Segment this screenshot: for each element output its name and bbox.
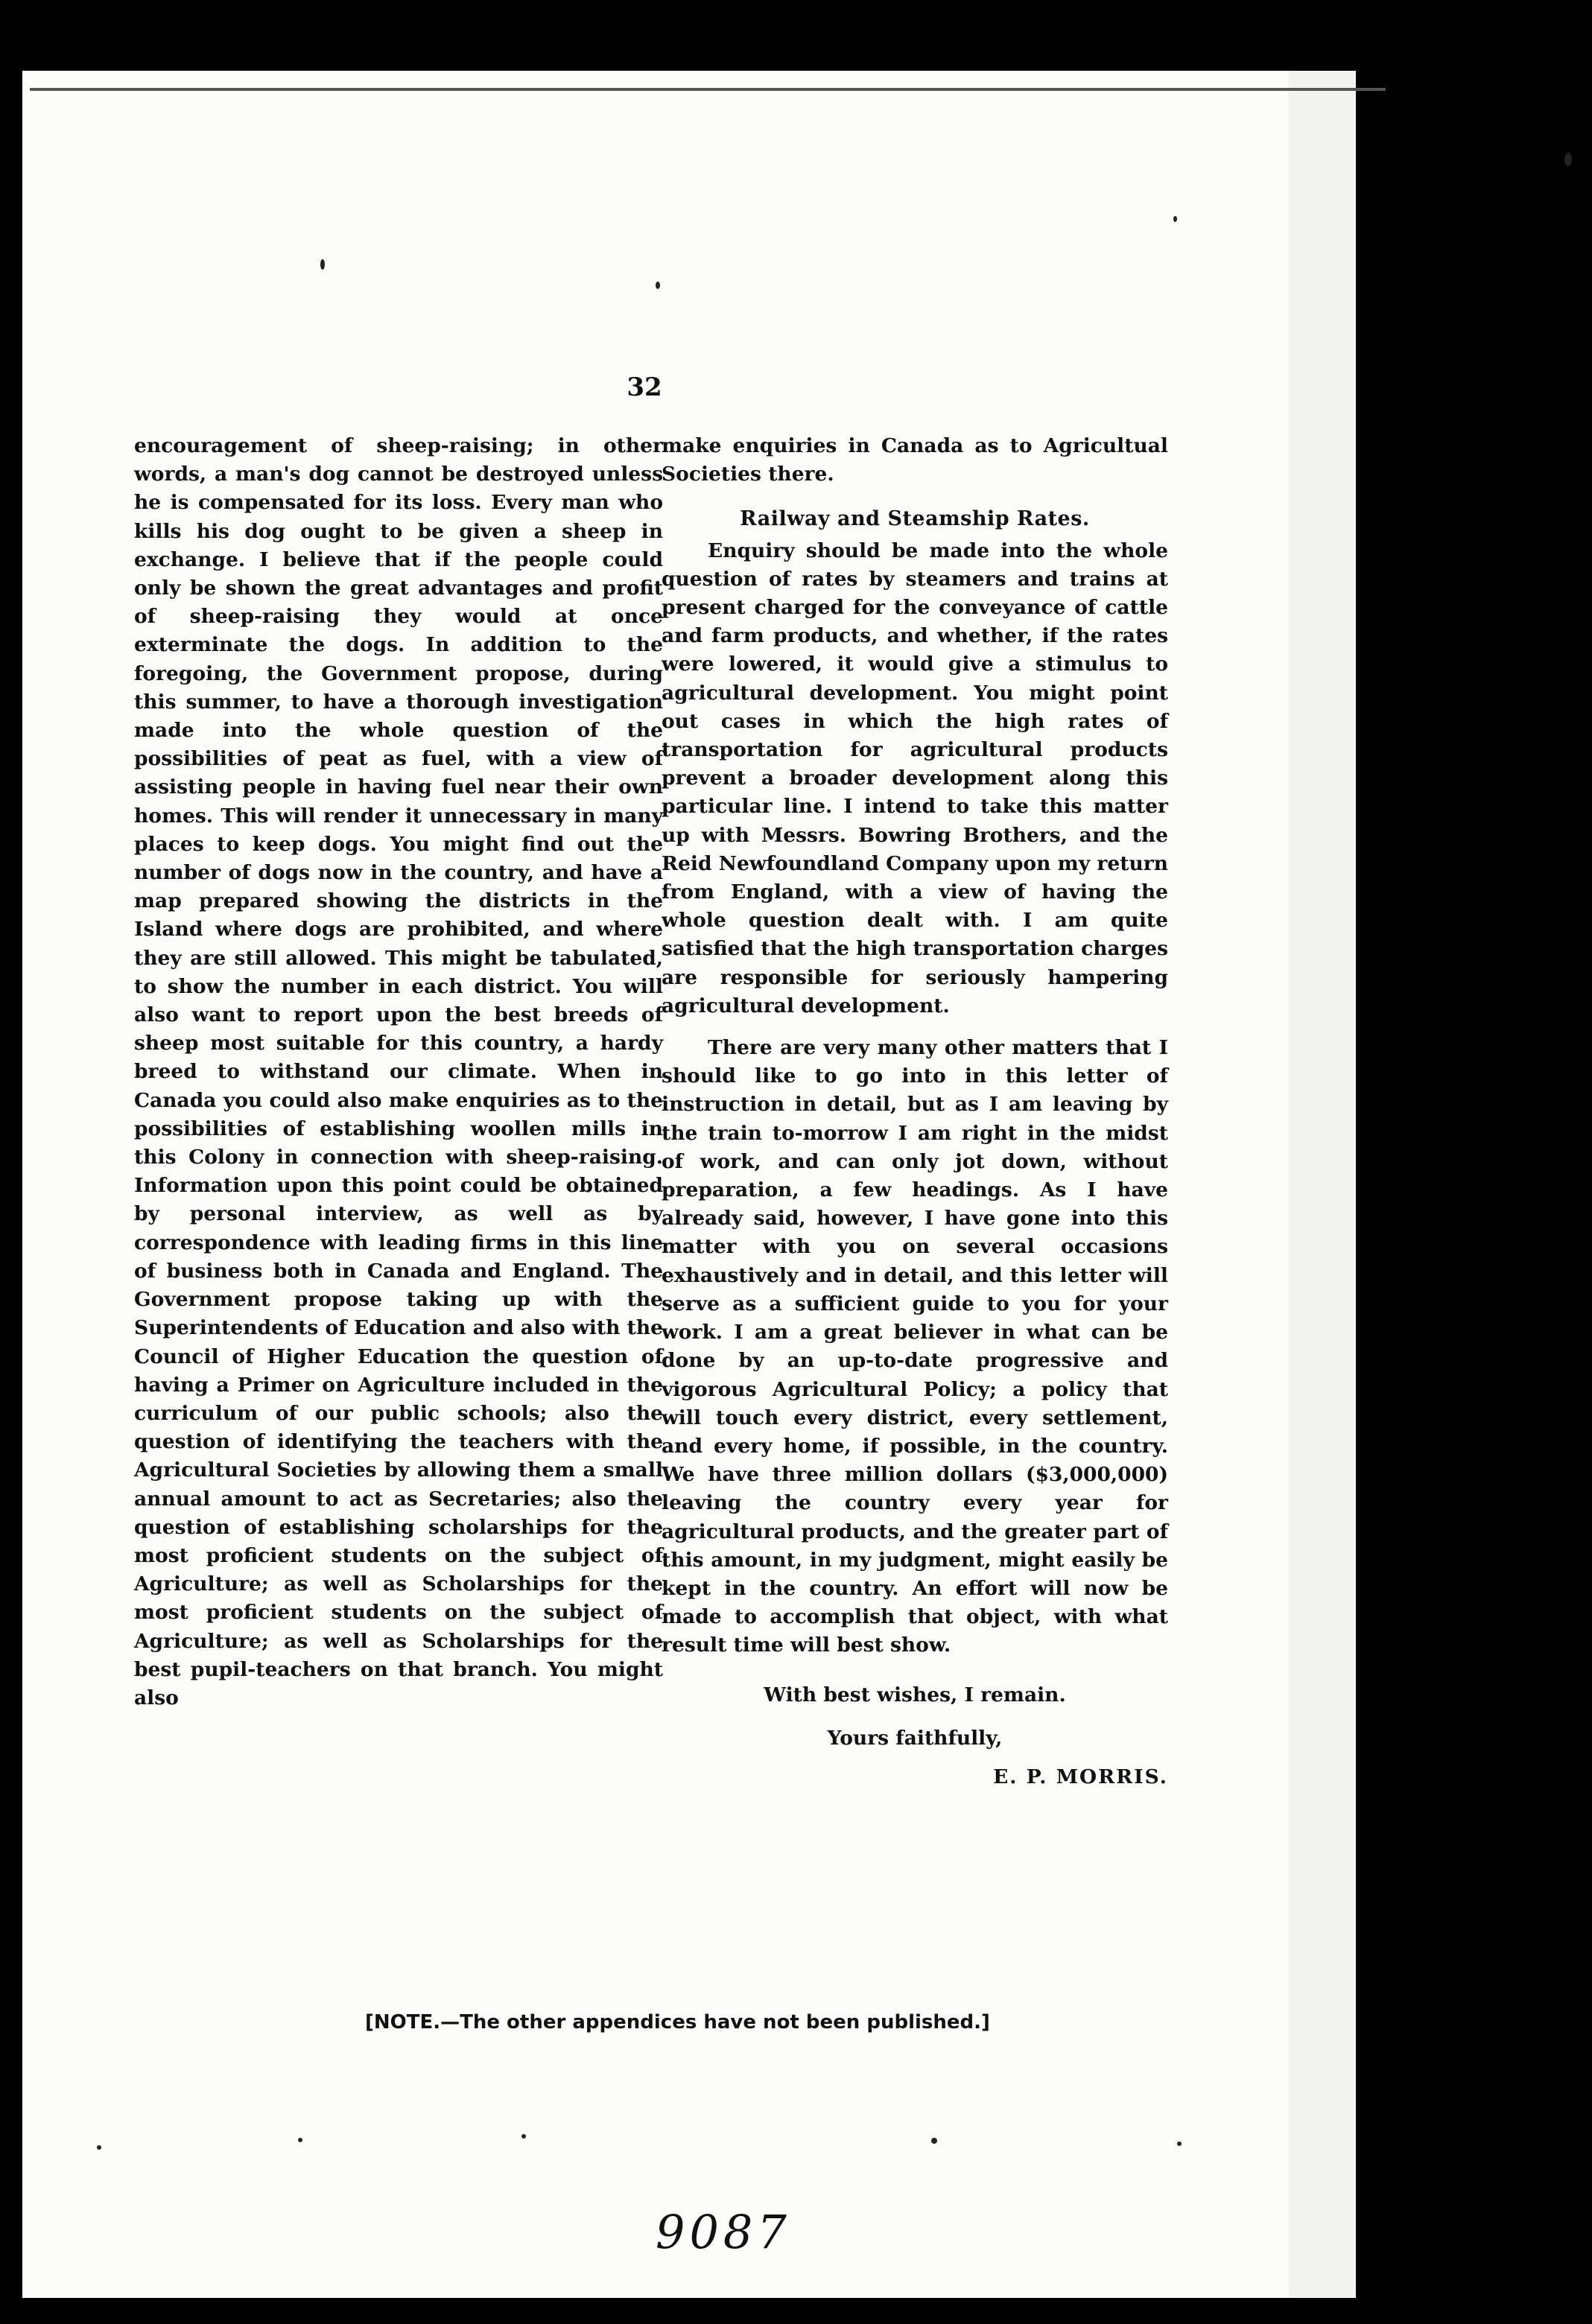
valediction: Yours faithfully, [827, 1726, 1003, 1750]
section-heading: Railway and Steamship Rates. [740, 507, 1090, 531]
body-paragraph: Enquiry should be made into the whole question of rates by steamers and trains at present charged for the conveyance of cattle and farm products, and whether, if the rates were lowered, it would give a stimulus to agricultural development. You might point out cases in which the high rates of transportation for agricultural products prevent a broader development along this particular line. I intend to take this matter up with Messrs. Bowring Brothers, and the Reid Newfoundland Company upon my return from England, with a view of having the whole question dealt with. I am quite satisfied that the high transportation charges are responsible for seriously hampering agricultural development. [662, 539, 1168, 1017]
closing-line: With best wishes, I remain. [764, 1683, 1066, 1707]
footnote: [NOTE.—The other appendices have not been published.] [365, 2011, 990, 2034]
body-paragraph: encouragement of sheep-raising; in other words, a man's dog cannot be destroyed unless he is compensated for its loss. Every man who kills his dog ought to be given a sheep in exchange. I believe that if the people could only be shown the great advantages and profit of sheep-raising they would at once exterminate the dogs. In addition to the foregoing, the Government propose, during this summer, to have a thorough investigation made into the whole question of the possibilities of peat as fuel, with a view of assisting people in having fuel near their own homes. This will render it unnecessary in many places to keep dogs. You might find out the number of dogs now in the country, and have a map prepared showing the districts in the Island where dogs are prohibited, and where they are still allowed. This might be tabulated, to show the number in each district. You will also want to report upon the best breeds of sheep most suitable for this country, a hardy breed to withstand our climate. When in Canada you could also make enquiries as to the possibilities of establishing woollen mills in this Colony in connection with sheep-raising. Information upon this point could be obtained by personal interview, as well as by correspondence with leading firms in this line of business both in Canada and England. The Government propose taking up with the Superintendents of Education and also with the Council of Higher Education the question of having a Primer on Agriculture included in the curriculum of our public schools; also the question of identifying the teachers with the Agricultural Societies by allowing them a small annual amount to act as Secretaries; also the question of establishing scholarships for the most proficient students on the subject of Agriculture; as well as Scholarships for the most proficient students on the subject of Agriculture; as well as Scholarships for the best pupil-teachers on that branch. You might also [134, 434, 663, 1709]
scan-speck [298, 2138, 302, 2142]
scan-speck [656, 282, 660, 289]
scan-rule [30, 88, 1386, 91]
handwritten-mark: 9087 [656, 2205, 791, 2259]
scan-speck [1173, 216, 1177, 222]
page-edge [1289, 71, 1356, 2298]
body-paragraph: There are very many other matters that I should like to go into in this letter of instruction in detail, but as I am leaving by the train to-morrow I am right in the midst of work, and can only jot down, without preparation, a few headings. As I have already said, however, I have gone into this matter with you on several occasions exhaustively and in detail, and this letter will serve as a sufficient guide to you for your work. I am a great believer in what can be done by an up-to-date progressive and vigorous Agricultural Policy; a policy that will touch every district, every settlement, and every home, if possible, in the country. We have three million dollars ($3,000,000) leaving the country every year for agricultural products, and the greater part of this amount, in my judgment, might easily be kept in the country. An effort will now be made to accomplish that object, with what result time will best show. [662, 1036, 1168, 1657]
signature: E. P. MORRIS. [993, 1765, 1168, 1788]
page-number: 32 [627, 372, 662, 402]
left-column [134, 432, 663, 1712]
scan-speck [1564, 153, 1572, 166]
scan-speck [97, 2145, 101, 2150]
scan-speck [1177, 2142, 1182, 2146]
scan-speck [521, 2134, 526, 2139]
right-column [662, 432, 1168, 1791]
continuation-text: make enquiries in Canada as to Agricultual Societies there. [662, 434, 1168, 486]
scan-speck [320, 259, 325, 270]
scan-speck [931, 2138, 937, 2144]
